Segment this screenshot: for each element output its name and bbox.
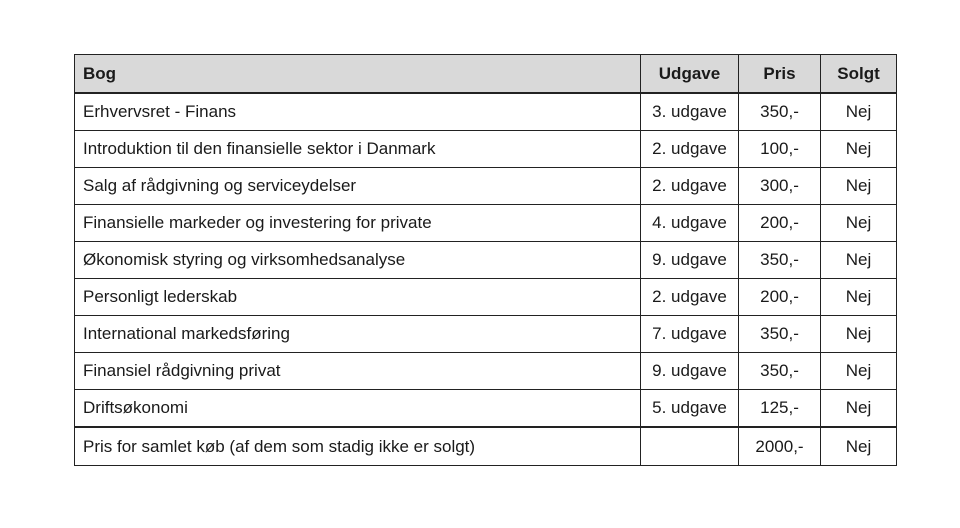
total-edition [641, 427, 739, 466]
table-row [75, 353, 897, 390]
cell-price: 200,- [739, 279, 821, 316]
table-row [75, 279, 897, 316]
total-price: 2000,- [739, 427, 821, 466]
header-edition: Udgave [641, 55, 739, 94]
total-row [75, 427, 897, 466]
cell-price: 350,- [739, 93, 821, 131]
cell-sold: Nej [821, 279, 897, 316]
cell-price: 350,- [739, 316, 821, 353]
table-row [75, 390, 897, 428]
cell-title: Salg af rådgivning og serviceydelser [75, 168, 641, 205]
cell-edition: 9. udgave [641, 242, 739, 279]
table-row [75, 242, 897, 279]
cell-title: Økonomisk styring og virksomhedsanalyse [75, 242, 641, 279]
cell-title: Introduktion til den finansielle sektor i Danmark [75, 131, 641, 168]
table-row [75, 131, 897, 168]
cell-edition: 2. udgave [641, 168, 739, 205]
table-row [75, 93, 897, 131]
total-title: Pris for samlet køb (af dem som stadig ikke er solgt) [75, 427, 641, 466]
cell-sold: Nej [821, 353, 897, 390]
cell-price: 350,- [739, 242, 821, 279]
books-table [74, 54, 897, 466]
cell-title: Erhvervsret - Finans [75, 93, 641, 131]
cell-edition: 2. udgave [641, 279, 739, 316]
cell-sold: Nej [821, 316, 897, 353]
cell-edition: 2. udgave [641, 131, 739, 168]
table-row [75, 316, 897, 353]
header-title: Bog [75, 55, 641, 94]
cell-title: Finansielle markeder og investering for private [75, 205, 641, 242]
cell-edition: 4. udgave [641, 205, 739, 242]
cell-price: 300,- [739, 168, 821, 205]
cell-title: International markedsføring [75, 316, 641, 353]
header-sold: Solgt [821, 55, 897, 94]
total-sold: Nej [821, 427, 897, 466]
table-row [75, 168, 897, 205]
cell-price: 350,- [739, 353, 821, 390]
header-row [75, 55, 897, 94]
cell-sold: Nej [821, 242, 897, 279]
cell-edition: 3. udgave [641, 93, 739, 131]
cell-sold: Nej [821, 390, 897, 428]
cell-sold: Nej [821, 168, 897, 205]
table-body [75, 93, 897, 466]
cell-edition: 9. udgave [641, 353, 739, 390]
cell-price: 125,- [739, 390, 821, 428]
cell-sold: Nej [821, 131, 897, 168]
cell-title: Finansiel rådgivning privat [75, 353, 641, 390]
header-price: Pris [739, 55, 821, 94]
cell-title: Personligt lederskab [75, 279, 641, 316]
cell-edition: 7. udgave [641, 316, 739, 353]
cell-title: Driftsøkonomi [75, 390, 641, 428]
table-header [75, 55, 897, 94]
table-row [75, 205, 897, 242]
cell-sold: Nej [821, 93, 897, 131]
cell-price: 100,- [739, 131, 821, 168]
cell-price: 200,- [739, 205, 821, 242]
cell-sold: Nej [821, 205, 897, 242]
cell-edition: 5. udgave [641, 390, 739, 428]
